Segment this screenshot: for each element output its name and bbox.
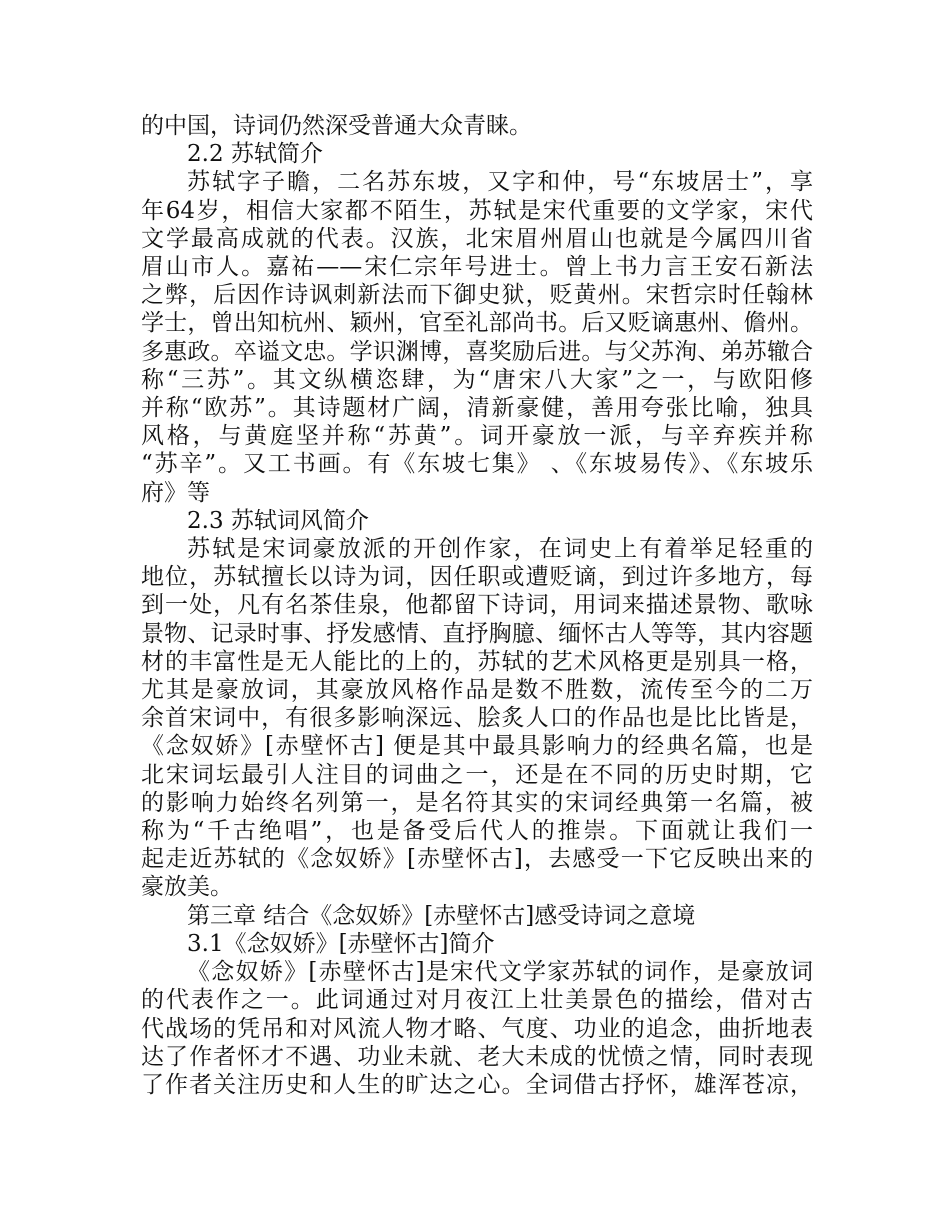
- paragraph-line: 代战场的凭吊和对风流人物才略、气度、功业的追念，曲折地表: [141, 1015, 813, 1042]
- paragraph-line: 景物、记录时事、抒发感情、直抒胸臆、缅怀古人等等，其内容题: [141, 620, 813, 647]
- paragraph-line: 并称“欧苏”。其诗题材广阔，清新豪健，善用夸张比喻，独具: [141, 395, 813, 422]
- paragraph-line: 的影响力始终名列第一，是名符其实的宋词经典第一名篇，被: [141, 789, 813, 816]
- section-heading-2-2: 2.2 苏轼简介: [187, 141, 323, 168]
- intro-line: 的中国，诗词仍然深受普通大众青睐。: [141, 113, 532, 139]
- section-heading-2-3: 2.3 苏轼词风简介: [187, 507, 369, 534]
- paragraph-line: 学士，曾出知杭州、颖州，官至礼部尚书。后又贬谪惠州、儋州。: [141, 310, 813, 337]
- paragraph-line: 年64岁，相信大家都不陌生，苏轼是宋代重要的文学家，宋代: [141, 197, 813, 224]
- paragraph-line: 《念奴娇》[赤壁怀古] 便是其中最具影响力的经典名篇，也是: [141, 733, 813, 760]
- paragraph-line: 苏轼字子瞻，二名苏东坡，又字和仲，号“东坡居士”，享: [187, 169, 813, 196]
- paragraph-line: 苏轼是宋词豪放派的开创作家，在词史上有着举足轻重的: [187, 536, 813, 563]
- paragraph-line: 了作者关注历史和人生的旷达之心。全词借古抒怀，雄浑苍凉，: [141, 1071, 813, 1098]
- paragraph-line: 风格，与黄庭坚并称“苏黄”。词开豪放一派，与辛弃疾并称: [141, 423, 813, 450]
- paragraph-line: 到一处，凡有名茶佳泉，他都留下诗词，用词来描述景物、歌咏: [141, 592, 813, 619]
- section-heading-3-1: 3.1《念奴娇》[赤壁怀古]简介: [187, 930, 495, 957]
- document-page: [141, 112, 813, 1099]
- paragraph-line: 称“三苏”。其文纵横恣肆，为“唐宋八大家”之一，与欧阳修: [141, 366, 813, 393]
- paragraph-line: 余首宋词中，有很多影响深远、脍炙人口的作品也是比比皆是，: [141, 705, 813, 732]
- paragraph-line: 称为“千古绝唱”，也是备受后代人的推崇。下面就让我们一: [141, 818, 813, 845]
- paragraph-line: 尤其是豪放词，其豪放风格作品是数不胜数，流传至今的二万: [141, 677, 813, 704]
- paragraph-line: 多惠政。卒谥文忠。学识渊博，喜奖励后进。与父苏洵、弟苏辙合: [141, 338, 813, 365]
- paragraph-line: 起走近苏轼的《念奴娇》[赤壁怀古]，去感受一下它反映出来的: [141, 846, 813, 873]
- paragraph-line: 豪放美。: [141, 874, 233, 901]
- paragraph-line: 《念奴娇》[赤壁怀古]是宋代文学家苏轼的词作，是豪放词: [187, 959, 813, 986]
- paragraph-line: 的代表作之一。此词通过对月夜江上壮美景色的描绘，借对古: [141, 987, 813, 1014]
- paragraph-line: 地位，苏轼擅长以诗为词，因任职或遭贬谪，到过许多地方，每: [141, 564, 813, 591]
- paragraph-line: 北宋词坛最引人注目的词曲之一，还是在不同的历史时期，它: [141, 761, 813, 788]
- paragraph-line: “苏辛”。又工书画。有《东坡七集》 、《东坡易传》、《东坡乐: [141, 451, 813, 478]
- paragraph-line: 眉山市人。嘉祐——宋仁宗年号进士。曾上书力言王安石新法: [141, 254, 813, 281]
- chapter-heading-3: 第三章 结合《念奴娇》[赤壁怀古]感受诗词之意境: [187, 902, 696, 929]
- paragraph-line: 材的丰富性是无人能比的上的，苏轼的艺术风格更是别具一格，: [141, 648, 813, 675]
- paragraph-line: 之弊，后因作诗讽刺新法而下御史狱，贬黄州。宋哲宗时任翰林: [141, 282, 813, 309]
- paragraph-line: 达了作者怀才不遇、功业未就、老大未成的忧愤之情，同时表现: [141, 1043, 813, 1070]
- paragraph-line: 府》等: [141, 479, 210, 506]
- paragraph-line: 文学最高成就的代表。汉族，北宋眉州眉山也就是今属四川省: [141, 225, 813, 252]
